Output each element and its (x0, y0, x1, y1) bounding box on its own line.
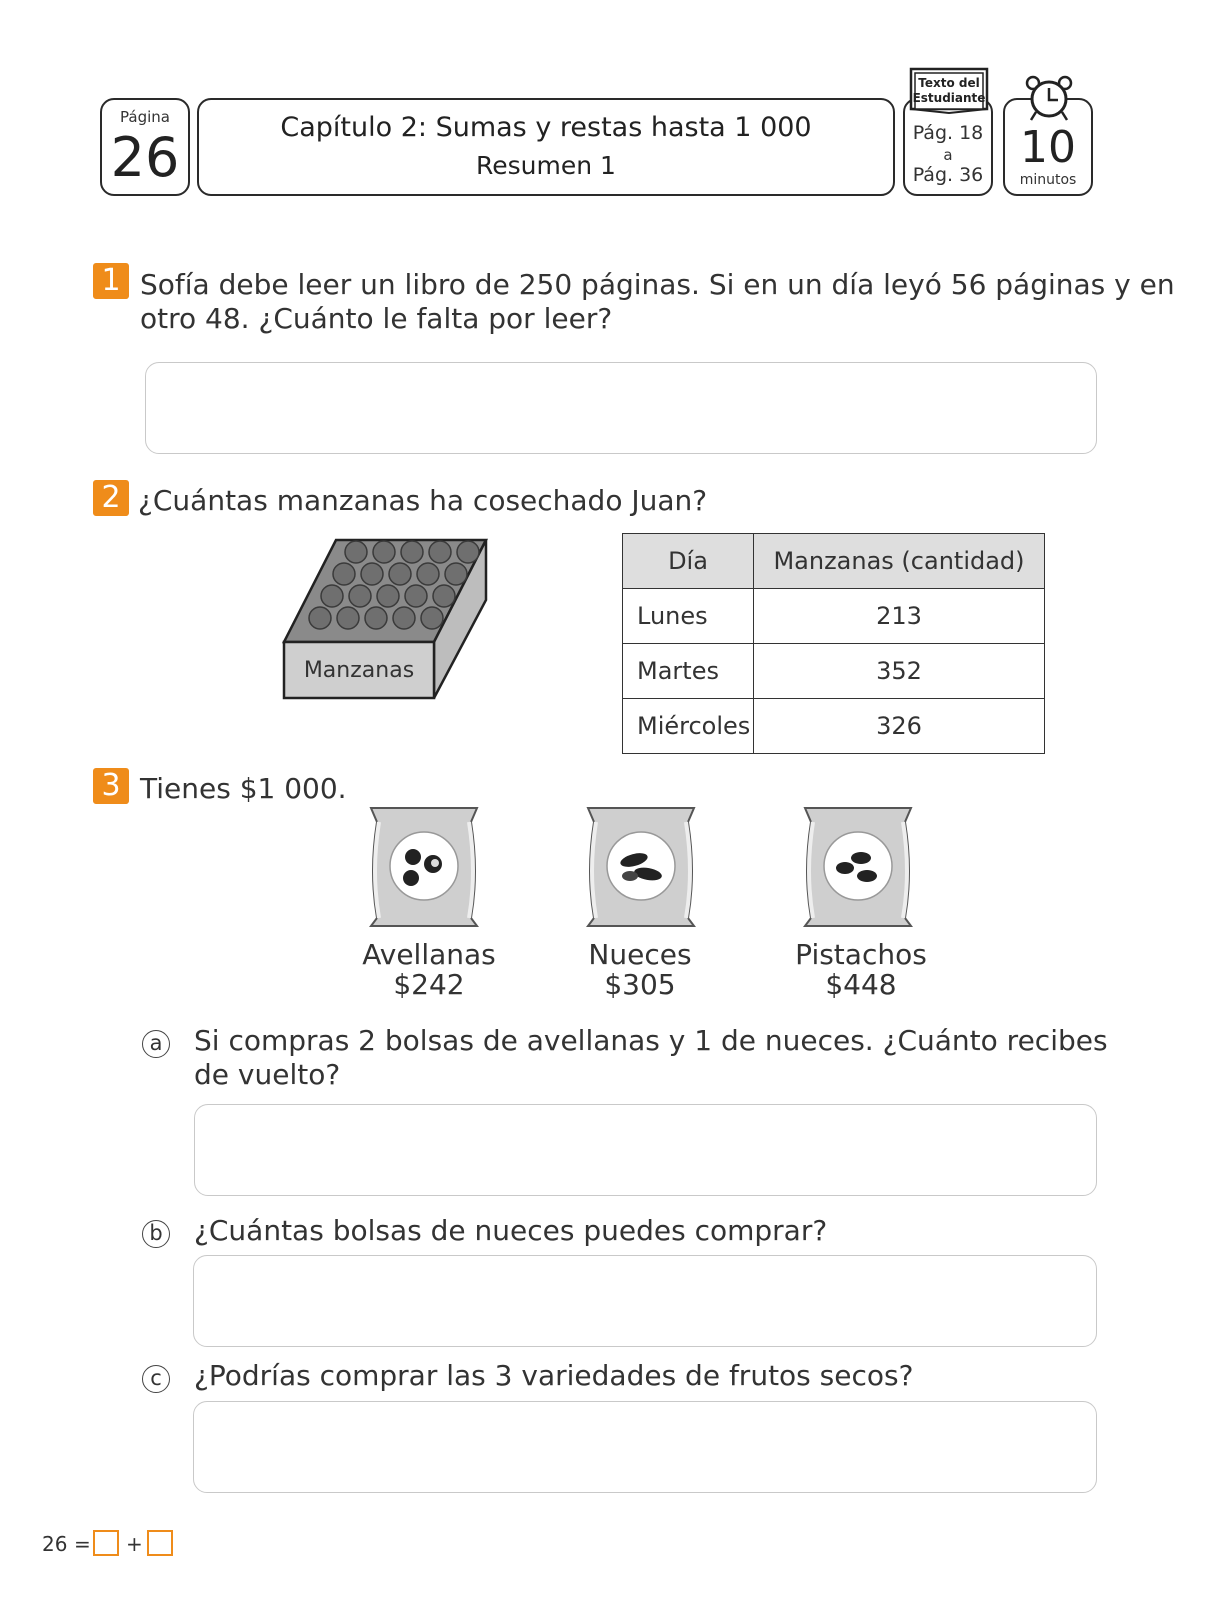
walnut-bag-icon (582, 802, 700, 932)
question-3-number: 3 (93, 768, 129, 804)
day-cell: Miércoles (623, 699, 754, 754)
header-day: Día (623, 534, 754, 589)
subquestion-c-text: ¿Podrías comprar las 3 variedades de frutos secos? (194, 1359, 914, 1392)
textbook-label-1: Texto del (918, 76, 980, 90)
product-price-avellanas: $242 (393, 968, 465, 1001)
day-cell: Martes (623, 644, 754, 699)
page-to-word: a (943, 146, 953, 164)
apple-crate-illustration (280, 530, 492, 702)
footer-box-1 (93, 1530, 119, 1556)
answer-box-c[interactable] (193, 1401, 1097, 1493)
question-1-line2: otro 48. ¿Cuánto le falta por leer? (140, 302, 613, 335)
question-2-number: 2 (93, 480, 129, 516)
subquestion-a-line2: de vuelto? (194, 1058, 341, 1091)
day-cell: Lunes (623, 589, 754, 644)
answer-box-b[interactable] (193, 1255, 1097, 1347)
product-name-nueces: Nueces (588, 938, 692, 971)
footer-equals: = (74, 1532, 91, 1556)
table-row (623, 644, 1045, 699)
alarm-clock-icon (1023, 74, 1075, 124)
count-cell: 326 (754, 699, 1045, 754)
subquestion-a-marker: a (142, 1030, 170, 1058)
book-icon (908, 66, 990, 114)
footer-plus: + (126, 1532, 143, 1556)
page-to: Pág. 36 (912, 164, 984, 186)
page-from: Pág. 18 (912, 122, 984, 144)
product-price-pistachos: $448 (825, 968, 897, 1001)
question-1-line1: Sofía debe leer un libro de 250 páginas. Si en un día leyó 56 páginas y en (140, 268, 1175, 301)
header-count: Manzanas (cantidad) (754, 534, 1045, 589)
product-name-pistachos: Pistachos (795, 938, 927, 971)
question-1-number: 1 (93, 263, 129, 299)
question-3-text: Tienes $1 000. (140, 772, 347, 805)
subquestion-b-text: ¿Cuántas bolsas de nueces puedes comprar? (194, 1214, 828, 1247)
hazelnut-bag-icon (365, 802, 483, 932)
pistachio-bag-icon (799, 802, 917, 932)
subquestion-b-marker: b (142, 1220, 170, 1248)
page-number-box (100, 98, 190, 196)
count-cell: 352 (754, 644, 1045, 699)
textbook-label-2: Estudiante (912, 91, 986, 105)
time-value: 10 (1020, 122, 1076, 173)
time-unit: minutos (1019, 172, 1077, 188)
count-cell: 213 (754, 589, 1045, 644)
subquestion-a-line1: Si compras 2 bolsas de avellanas y 1 de nueces. ¿Cuánto recibes (194, 1024, 1108, 1057)
footer-box-2 (147, 1530, 173, 1556)
table-header-row (623, 534, 1045, 589)
table-row (623, 589, 1045, 644)
chapter-title-box (197, 98, 895, 196)
page-number: 26 (110, 126, 180, 189)
page-label: Página (120, 108, 170, 126)
apples-table (622, 533, 1045, 754)
footer-page-number: 26 (42, 1532, 68, 1556)
crate-label: Manzanas (303, 658, 415, 683)
product-price-nueces: $305 (604, 968, 676, 1001)
answer-box-1[interactable] (145, 362, 1097, 454)
answer-box-a[interactable] (194, 1104, 1097, 1196)
subquestion-c-marker: c (142, 1365, 170, 1393)
product-name-avellanas: Avellanas (362, 938, 496, 971)
table-row (623, 699, 1045, 754)
chapter-subtitle: Resumen 1 (476, 151, 616, 180)
question-2-text: ¿Cuántas manzanas ha cosechado Juan? (138, 484, 708, 517)
chapter-title: Capítulo 2: Sumas y restas hasta 1 000 (280, 112, 812, 143)
